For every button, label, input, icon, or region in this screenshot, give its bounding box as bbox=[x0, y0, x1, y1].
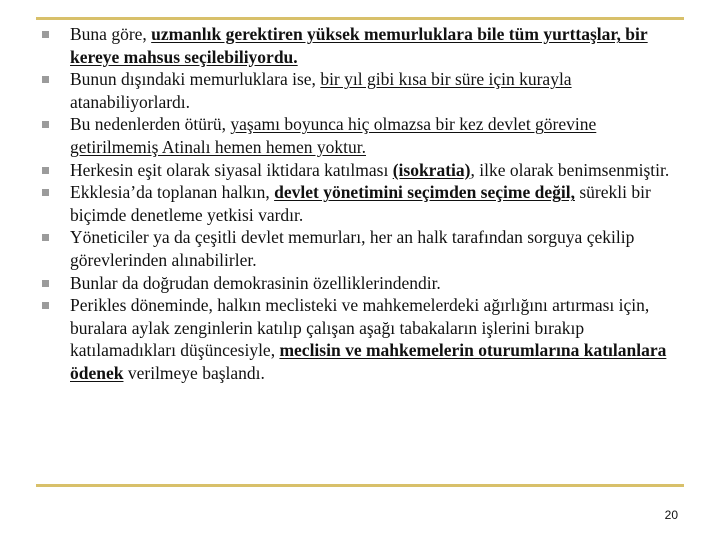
bullet-text: Herkesin eşit olarak siyasal iktidara katılması bbox=[70, 159, 393, 180]
square-bullet-icon bbox=[42, 189, 49, 196]
bullet-text: sürekli bir biçimde denetleme yetkisi vardır. bbox=[70, 182, 651, 225]
bullet-item bbox=[40, 23, 682, 68]
bullet-item bbox=[40, 294, 682, 384]
bullet-item bbox=[40, 68, 682, 113]
top-rule bbox=[36, 17, 684, 20]
bullet-item bbox=[40, 159, 682, 182]
bullet-text: atanabiliyorlardı. bbox=[70, 91, 191, 112]
bullet-text: Perikles döneminde, halkın meclisteki ve mahkemelerdeki ağırlığını artırması için, buralara aylak zenginlerin katılıp çalışan aşağı tabakaların işlerini bırakıp katılamadıkları düşüncesiyle, bbox=[70, 295, 650, 361]
emphasized-text: meclisin ve mahkemelerin oturumlarına katılanlara ödenek bbox=[70, 340, 667, 383]
bullet-text: Ekklesia’da toplanan halkın, bbox=[70, 182, 275, 203]
emphasized-text: uzmanlık gerektiren yüksek memurluklara bile tüm yurttaşlar, bir kereye mahsus seçilebiliyordu. bbox=[70, 24, 648, 67]
bullet-text: Yöneticiler ya da çeşitli devlet memurları, her an halk tarafından sorguya çekilip görevlerinden alınabilirler. bbox=[70, 227, 635, 270]
bullet-list bbox=[40, 23, 682, 385]
bullet-text: Buna göre, bbox=[70, 24, 152, 44]
bullet-text: Bunlar da doğrudan demokrasinin özelliklerindendir. bbox=[70, 272, 441, 293]
bullet-text: verilmeye başlandı. bbox=[123, 362, 265, 383]
emphasized-text: bir yıl gibi kısa bir süre için kurayla bbox=[320, 69, 572, 90]
square-bullet-icon bbox=[42, 167, 49, 174]
square-bullet-icon bbox=[42, 31, 49, 38]
bullet-item bbox=[40, 181, 682, 226]
square-bullet-icon bbox=[42, 76, 49, 83]
bullet-text: , ilke olarak benimsenmiştir. bbox=[470, 159, 670, 180]
bullet-item bbox=[40, 113, 682, 158]
square-bullet-icon bbox=[42, 302, 49, 309]
square-bullet-icon bbox=[42, 280, 49, 287]
emphasized-text: devlet yönetimini seçimden seçime değil, bbox=[274, 182, 575, 203]
bullet-item bbox=[40, 272, 682, 295]
square-bullet-icon bbox=[42, 234, 49, 241]
page-number: 20 bbox=[664, 508, 678, 522]
square-bullet-icon bbox=[42, 121, 49, 128]
emphasized-text: yaşamı boyunca hiç olmazsa bir kez devlet görevine getirilmemiş Atinalı hemen hemen yoktur. bbox=[70, 114, 597, 157]
bullet-text: Bunun dışındaki memurluklara ise, bbox=[70, 69, 321, 90]
emphasized-text: (isokratia) bbox=[392, 159, 471, 180]
bottom-rule bbox=[36, 484, 684, 487]
bullet-text: Bu nedenlerden ötürü, bbox=[70, 114, 231, 135]
bullet-item bbox=[40, 226, 682, 271]
